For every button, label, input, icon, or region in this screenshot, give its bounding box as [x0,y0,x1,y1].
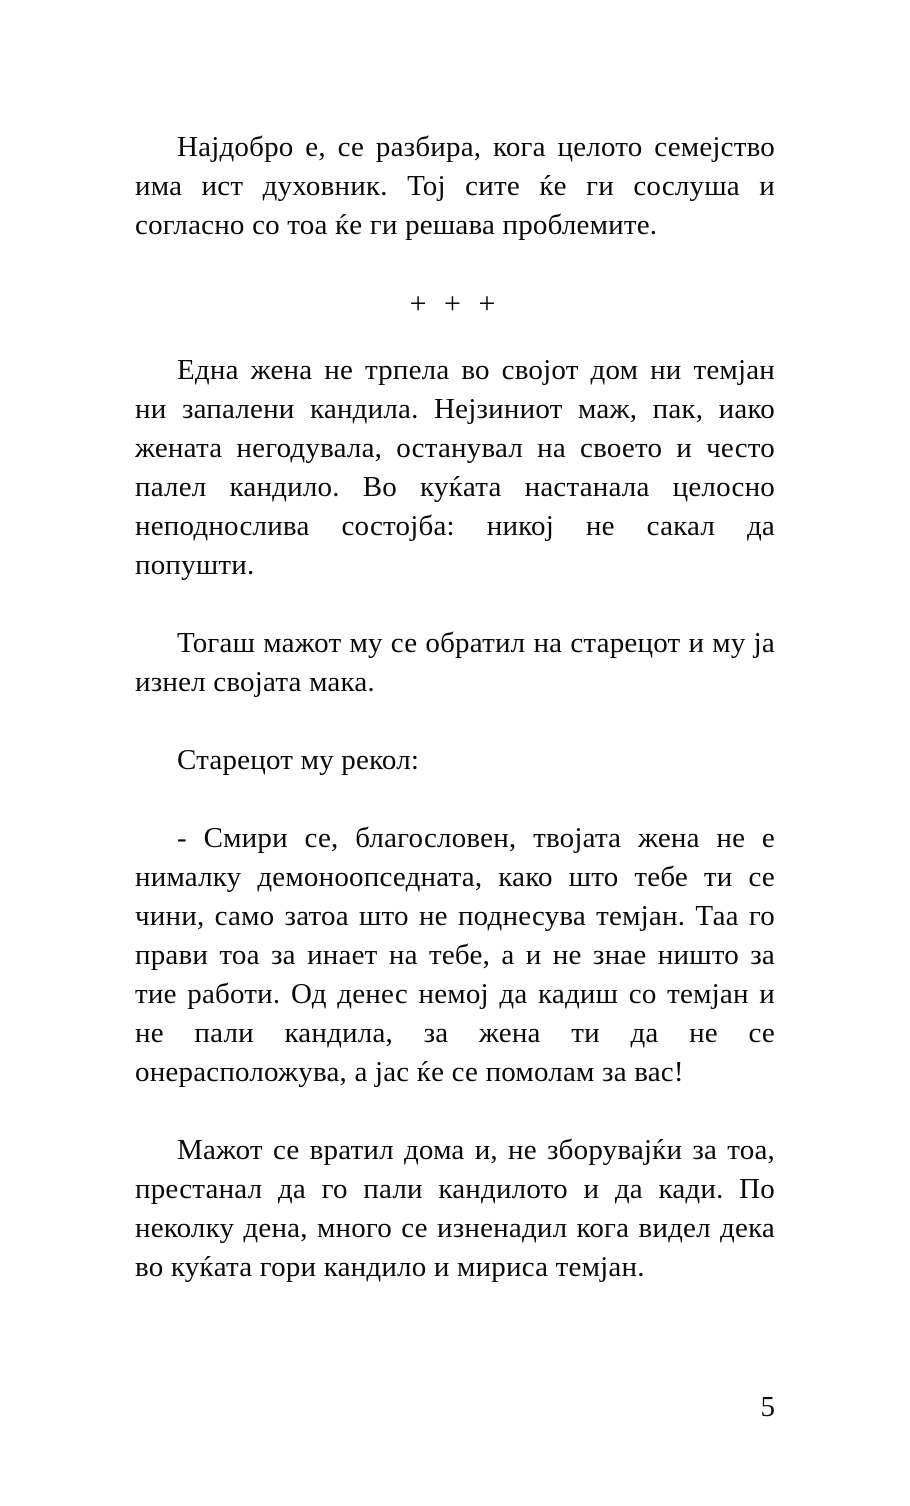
paragraph-4: Старецот му рекол: [177,744,420,776]
page-number: 5 [760,1391,775,1423]
section-separator: + + + [409,287,501,320]
paragraph-3: Тогаш мажот му се обратил на старецот и му ја изнел својата мака. [135,627,775,698]
paragraph-2: Една жена не трпела во својот дом ни темјан ни запалени кандила. Нејзиниот маж, пак, иако жената негодувала, останувал на своето и често палел кандило. Во куќата настанала целосно неподнослива состојба: никој не сакал да попушти. [135,354,775,581]
paragraph-1: Најдобро е, се разбира, кога целото семејство има ист духовник. Тој сите ќе ги сослуша и согласно со тоа ќе ги решава проблемите. [135,131,775,241]
paragraph-6: Мажот се вратил дома и, не зборувајќи за тоа, престанал да го пали кандилото и да кади. По неколку дена, много се изненадил кога видел дека во куќата гори кандило и мириса темјан. [135,1134,775,1283]
paragraph-5: - Смири се, благословен, твојата жена не е нималку демоноопседната, како што тебе ти се чини, само затоа што не поднесува темјан. Таа го прави тоа за инает на тебе, а и не знае ништо за тие работи. Од денес немој да кадиш со темјан и не пали кандила, за жена ти да не се онерасположува, а јас ќе се помолам за вас! [135,822,775,1088]
text-column [135,128,775,1326]
